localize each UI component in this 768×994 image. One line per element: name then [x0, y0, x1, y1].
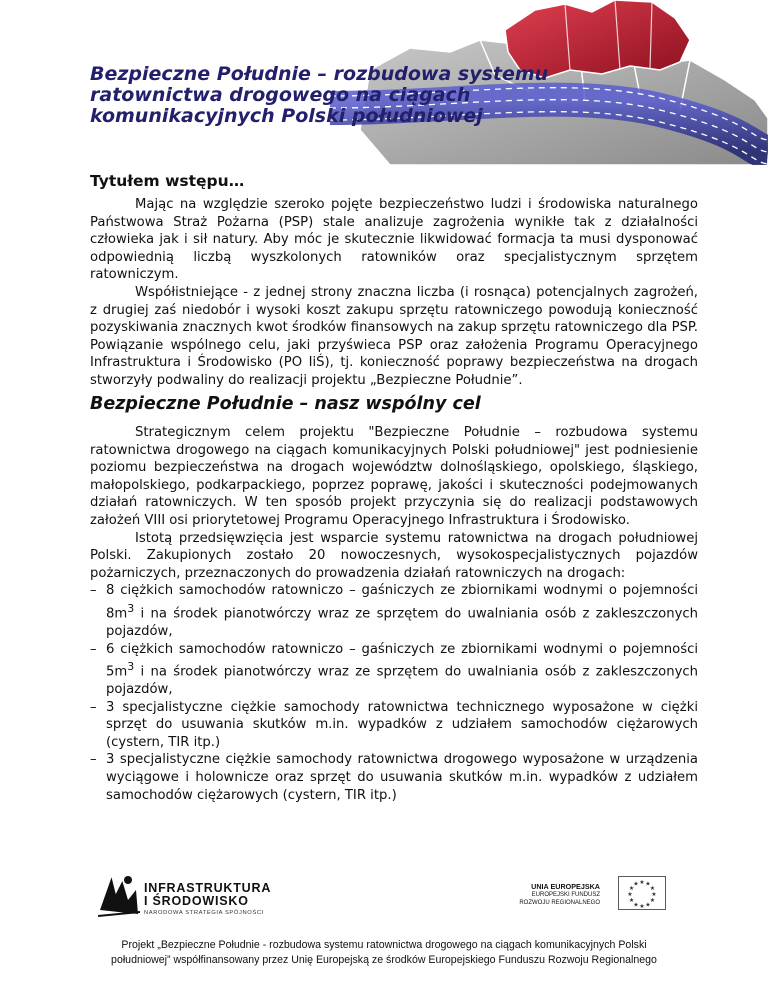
- logo-tagline: NARODOWA STRATEGIA SPÓJNOŚCI: [144, 910, 264, 916]
- intro-heading: Tytułem wstępu…: [90, 172, 245, 190]
- list-item: – 8 ciężkich samochodów ratowniczo – gaśniczych ze zbiornikami wodnymi o pojemności $8m^3$ i na środek pianotwórczy wraz ze sprzętem do uwalniania osób z zakleszczonych pojazdów,: [90, 582, 698, 640]
- logo-line: I ŚRODOWISKO: [144, 894, 249, 908]
- list-item: – 3 specjalistyczne ciężkie samochody ratownictwa technicznego wyposażone w ciężki sprzęt do usuwania skutków m.in. wypadków z udziałem samochodów ciężarowych (cystern, TIR itp.): [90, 699, 698, 752]
- svg-text:★: ★: [639, 879, 645, 886]
- svg-text:★: ★: [645, 880, 651, 888]
- svg-text:★: ★: [633, 901, 639, 909]
- svg-text:★: ★: [649, 897, 656, 904]
- list-item: – 3 specjalistyczne ciężkie samochody ratownictwa drogowego wyposażone w urządzenia wyciągowe i holownicze oraz sprzęt do usuwania skutków m.in. wypadków z udziałem samochodów ciężarowych (cystern, TIR itp.): [90, 751, 698, 804]
- vehicle-list: [90, 582, 698, 804]
- svg-text:★: ★: [628, 885, 635, 892]
- svg-text:★: ★: [645, 901, 651, 909]
- paragraph: Strategicznym celem projektu "Bezpieczne Południe – rozbudowa systemu ratownictwa drogowego na ciągach komunikacyjnych Polski południowej" jest podniesienie poziomu bezpieczeństwa na drogach województw dolnośląskiego, opolskiego, śląskiego, małopolskiego, podkarpackiego, poprzez poprawę, jakości i skuteczności podejmowanych działań ratowniczych. W ten sposób projekt przyczynia się do realizacji podstawowych założeń VIII osi priorytetowej Programu Operacyjnego Infrastruktura i Środowisko.: [90, 425, 698, 528]
- paragraph: Mając na względzie szeroko pojęte bezpieczeństwo ludzi i środowiska naturalnego Państwowa Straż Pożarna (PSP) stale analizuje zagrożenia wynikłe tak z działalności człowieka jak i sił natury. Aby móc je skutecznie likwidować formacja ta musi dysponować odpowiednią liczbą wyszkolonych ratowników oraz specjalistycznym sprzętem ratowniczym.: [90, 197, 698, 283]
- program-logo-icon: [98, 870, 140, 918]
- goal-body: [90, 424, 698, 804]
- eu-line: ROZWOJU REGIONALNEGO: [519, 900, 600, 906]
- svg-text:★: ★: [649, 885, 656, 892]
- title-line: ratownictwa drogowego na ciągach: [90, 84, 471, 106]
- svg-text:★: ★: [627, 891, 633, 898]
- svg-text:★: ★: [628, 897, 635, 904]
- eu-flag-icon: [618, 876, 666, 910]
- eu-line: UNIA EUROPEJSKA: [531, 882, 600, 891]
- infrastruktura-logo: [98, 870, 298, 920]
- title-line: Bezpieczne Południe – rozbudowa systemu: [90, 63, 549, 85]
- list-item: – 6 ciężkich samochodów ratowniczo – gaśniczych ze zbiornikami wodnymi o pojemności $5m^3$ i na środek pianotwórczy wraz ze sprzętem do uwalniania osób z zakleszczonych pojazdów,: [90, 641, 698, 699]
- svg-text:★: ★: [639, 903, 645, 910]
- eu-line: EUROPEJSKI FUNDUSZ: [531, 892, 600, 898]
- footer-caption: [76, 938, 692, 967]
- goal-heading: Bezpieczne Południe – nasz wspólny cel: [90, 394, 481, 414]
- title-line: komunikacyjnych Polski południowej: [90, 105, 483, 127]
- logo-line: INFRASTRUKTURA: [144, 881, 272, 895]
- intro-body: [90, 196, 698, 390]
- paragraph: Współistniejące - z jednej strony znaczna liczba (i rosnąca) potencjalnych zagrożeń, z drugiej zaś niedobór i wysoki koszt zakupu sprzętu ratowniczego powodują konieczność pozyskiwania znacznych kwot środków finansowych na zakup sprzętu ratowniczego dla PSP. Powiązanie wspólnego celu, jaki przyświeca PSP oraz założenia Programu Operacyjnego Infrastruktura i Środowisko (PO IiŚ), tj. konieczność poprawy bezpieczeństwa na drogach stworzyły podwaliny do realizacji projektu „Bezpieczne Południe”.: [90, 284, 698, 388]
- document-title: [90, 64, 550, 127]
- svg-text:★: ★: [633, 880, 639, 888]
- eu-logo: [500, 876, 670, 916]
- paragraph: Istotą przedsięwzięcia jest wsparcie systemu ratownictwa na drogach południowej Polski. Zakupionych zostało 20 nowoczesnych, wysokospecjalistycznych pojazdów pożarniczych, przeznaczonych do prowadzenia działań ratowniczych na drogach:: [90, 530, 698, 581]
- caption-line: Projekt „Bezpieczne Południe - rozbudowa systemu ratownictwa drogowego na ciągach komunikacyjnych Polski: [121, 939, 647, 951]
- svg-text:★: ★: [651, 891, 657, 898]
- caption-line: południowej” współfinansowany przez Unię Europejską ze środków Europejskiego Funduszu Rozwoju Regionalnego: [111, 953, 657, 966]
